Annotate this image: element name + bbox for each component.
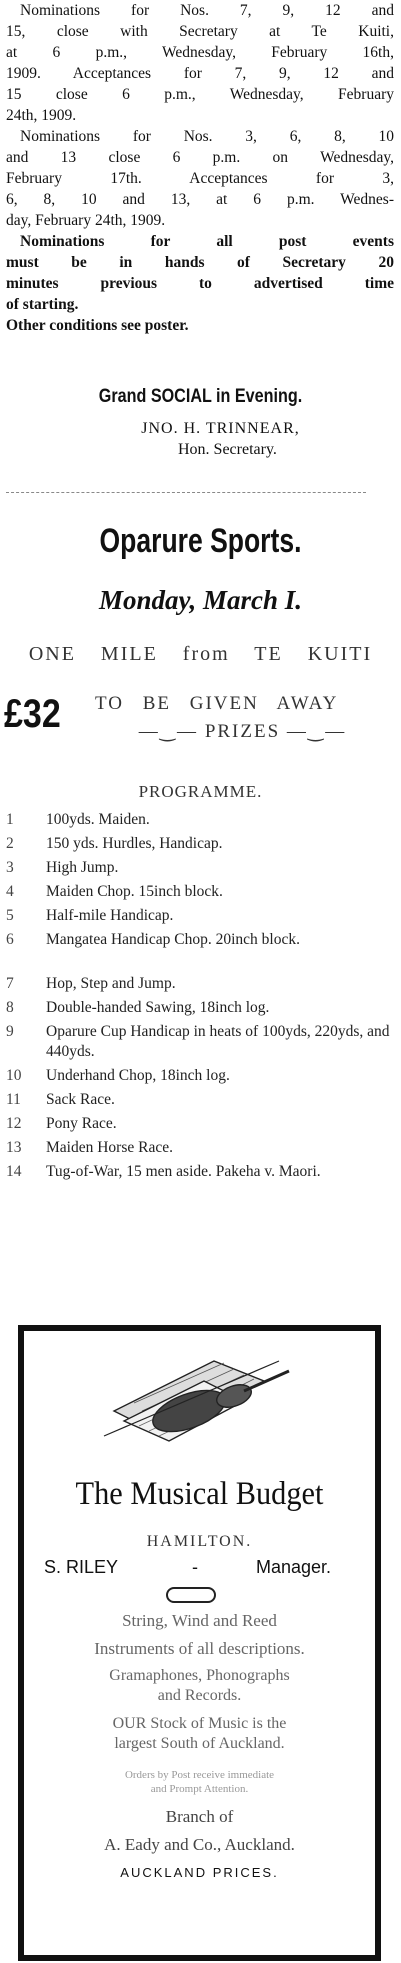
event-description: Sack Race.: [46, 1091, 115, 1108]
notice-line: Other conditions see poster.: [6, 317, 189, 334]
programme-event: [6, 1066, 396, 1086]
event-description: Double-handed Sawing, 18inch log.: [46, 999, 270, 1016]
event-description: Underhand Chop, 18inch log.: [46, 1067, 230, 1084]
programme-event: [6, 1090, 396, 1110]
flourish-left-icon: —‿—: [138, 721, 199, 742]
distance-line: ONE MILE from TE KUITI: [28, 643, 373, 665]
event-description: High Jump.: [46, 859, 119, 876]
programme-event: [6, 882, 396, 902]
event-description: Maiden Chop. 15inch block.: [46, 883, 223, 900]
violin-and-sheet-music-icon: [94, 1341, 294, 1451]
programme-event: [6, 858, 396, 878]
secretary-name: JNO. H. TRINNEAR,: [141, 420, 300, 437]
event-number: 11: [6, 1091, 21, 1108]
advert-title: The Musical Budget: [75, 1476, 324, 1512]
notice-line: of starting.: [6, 296, 79, 313]
notice-line: Nominations for all post events: [20, 233, 394, 250]
event-number: 5: [6, 907, 14, 924]
notice-line: minutes previous to advertised time: [6, 275, 394, 292]
prize-line-2: —‿— PRIZES —‿—: [138, 721, 347, 742]
event-number: 12: [6, 1115, 22, 1132]
programme-event: [6, 1138, 396, 1158]
section-divider: [6, 492, 366, 493]
event-description: Mangatea Handicap Chop. 20inch block.: [46, 931, 300, 948]
musical-budget-advert: [18, 1325, 381, 1961]
manager-role: Manager.: [256, 1557, 332, 1577]
notice-line: 24th, 1909.: [6, 107, 77, 124]
event-number: 13: [6, 1139, 22, 1156]
advert-branch: Branch of: [165, 1807, 234, 1826]
notice-line: 15, close with Secretary at Te Kuiti,: [6, 23, 394, 40]
event-description: Hop, Step and Jump.: [46, 975, 176, 992]
event-description: Half-mile Handicap.: [46, 907, 174, 924]
programme-event: [6, 1162, 396, 1202]
notice-line: and 13 close 6 p.m. on Wednesday,: [6, 149, 394, 166]
notice-line: February 17th. Acceptances for 3,: [6, 170, 394, 187]
notice-line: must be in hands of Secretary 20: [6, 254, 394, 271]
secretary-title: Hon. Secretary.: [178, 441, 277, 458]
event-number: 1: [6, 811, 14, 828]
event-description: 100yds. Maiden.: [46, 811, 150, 828]
advert-line-2: Instruments of all descriptions.: [94, 1639, 305, 1658]
social-announcement: Grand SOCIAL in Evening.: [98, 386, 303, 407]
event-description: Pony Race.: [46, 1115, 117, 1132]
notice-line: at 6 p.m., Wednesday, February 16th,: [6, 44, 394, 61]
event-number: 3: [6, 859, 14, 876]
advert-line-1: String, Wind and Reed: [122, 1611, 277, 1630]
advert-line-6: largest South of Auckland.: [114, 1735, 285, 1752]
flourish-right-icon: —‿—: [286, 721, 347, 742]
notice-line: 1909. Acceptances for 7, 9, 12 and: [6, 65, 394, 82]
advert-line-4: and Records.: [157, 1687, 242, 1704]
advert-prices: AUCKLAND PRICES.: [120, 1865, 279, 1880]
notice-line: Nominations for Nos. 7, 9, 12 and: [20, 2, 394, 19]
advert-town: HAMILTON.: [146, 1533, 253, 1550]
advert-parent-company: A. Eady and Co., Auckland.: [104, 1835, 295, 1854]
dash-separator: -: [192, 1557, 198, 1577]
notice-line: Nominations for Nos. 3, 6, 8, 10: [20, 128, 394, 145]
event-number: 8: [6, 999, 14, 1016]
event-description: Oparure Cup Handicap in heats of 100yds, 220yds, and 440yds.: [46, 1023, 390, 1060]
event-number: 7: [6, 975, 14, 992]
manager-name: S. RILEY: [44, 1557, 119, 1577]
event-number: 4: [6, 883, 14, 900]
programme-heading: PROGRAMME.: [138, 782, 263, 801]
programme-event: [6, 1022, 396, 1062]
event-description: Maiden Horse Race.: [46, 1139, 173, 1156]
programme-event: [6, 998, 396, 1018]
programme-event: [6, 1114, 396, 1134]
advert-line-3: Gramaphones, Phonographs: [109, 1667, 290, 1684]
programme-event: [6, 834, 396, 854]
sports-date: Monday, March I.: [98, 585, 303, 615]
programme-event: [6, 810, 396, 830]
event-description: 150 yds. Hurdles, Handicap.: [46, 835, 223, 852]
notice-line: day, February 24th, 1909.: [6, 212, 166, 229]
event-number: 2: [6, 835, 14, 852]
advert-line-8: and Prompt Attention.: [150, 1783, 249, 1795]
advert-line-7: Orders by Post receive immediate: [124, 1769, 275, 1781]
advert-line-5: OUR Stock of Music is the: [112, 1715, 287, 1732]
event-number: 14: [6, 1163, 22, 1180]
prize-amount: £32: [4, 692, 61, 736]
oval-ornament-icon: [166, 1587, 216, 1603]
prize-line-1: TO BE GIVEN AWAY: [95, 693, 339, 714]
event-description: Tug-of-War, 15 men aside. Pakeha v. Maori.: [46, 1163, 321, 1180]
event-number: 10: [6, 1067, 22, 1084]
notice-line: 6, 8, 10 and 13, at 6 p.m. Wednes-: [6, 191, 394, 208]
notice-line: 15 close 6 p.m., Wednesday, February: [6, 86, 394, 103]
event-number: 9: [6, 1023, 14, 1040]
programme-event: [6, 906, 396, 926]
programme-event: [6, 930, 396, 970]
programme-event: [6, 974, 396, 994]
event-number: 6: [6, 931, 14, 948]
sports-title: Oparure Sports.: [99, 522, 302, 560]
